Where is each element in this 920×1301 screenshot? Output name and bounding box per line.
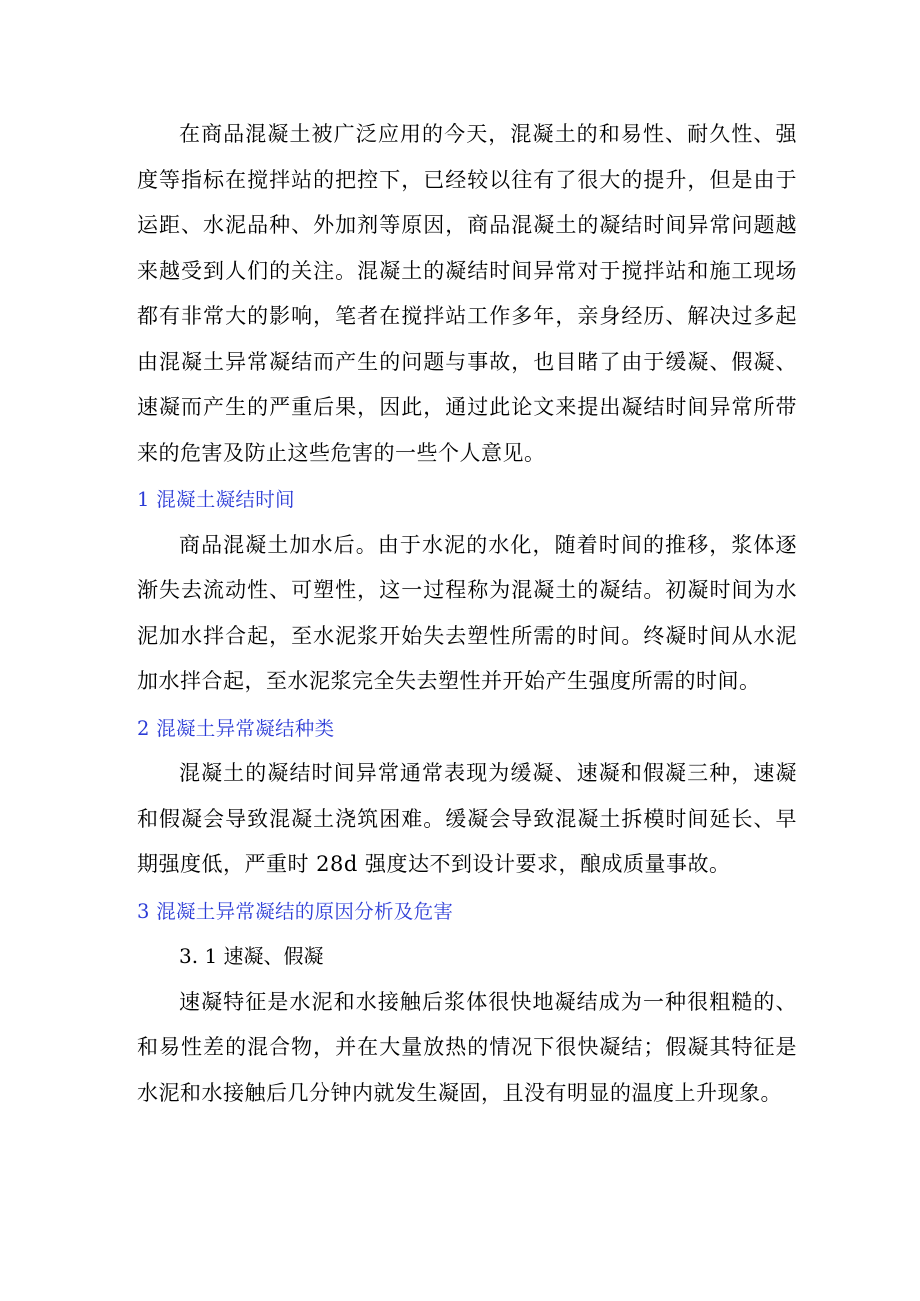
section-2-paragraph: 混凝土的凝结时间异常通常表现为缓凝、速凝和假凝三种，速凝和假凝会导致混凝土浇筑困难。缓凝会导致混凝土拆模时间延长、早期强度低，严重时 28d 强度达不到设计要求，酿成质量事故。 (137, 761, 797, 876)
section-3-1-paragraph: 速凝特征是水泥和水接触后浆体很快地凝结成为一种很粗糙的、和易性差的混合物，并在大量放热的情况下很快凝结；假凝其特征是水泥和水接触后几分钟内就发生凝固，且没有明显的温度上升现象。 (137, 989, 797, 1105)
section-3-heading: 3 混凝土异常凝结的原因分析及危害 (137, 899, 454, 923)
section-2-heading: 2 混凝土异常凝结种类 (137, 716, 335, 740)
section-1-heading: 1 混凝土凝结时间 (137, 488, 295, 511)
section-1-paragraph: 商品混凝土加水后。由于水泥的水化，随着时间的推移，浆体逐渐失去流动性、可塑性，这一过程称为混凝土的凝结。初凝时间为水泥加水拌合起，至水泥浆开始失去塑性所需的时间。终凝时间从水泥加水拌合起，至水泥浆完全失去塑性并开始产生强度所需的时间。 (137, 532, 797, 693)
document-body (137, 112, 797, 1116)
section-3-1-heading: 3. 1 速凝、假凝 (179, 944, 324, 968)
intro-paragraph: 在商品混凝土被广泛应用的今天，混凝土的和易性、耐久性、强度等指标在搅拌站的把控下，已经较以往有了很大的提升，但是由于运距、水泥品种、外加剂等原因，商品混凝土的凝结时间异常问题越来越受到人们的关注。混凝土的凝结时间异常对于搅拌站和施工现场都有非常大的影响，笔者在搅拌站工作多年，亲身经历、解决过多起由混凝土异常凝结而产生的问题与事故，也目睹了由于缓凝、假凝、速凝而产生的严重后果，因此，通过此论文来提出凝结时间异常所带来的危害及防止这些危害的一些个人意见。 (137, 122, 797, 465)
